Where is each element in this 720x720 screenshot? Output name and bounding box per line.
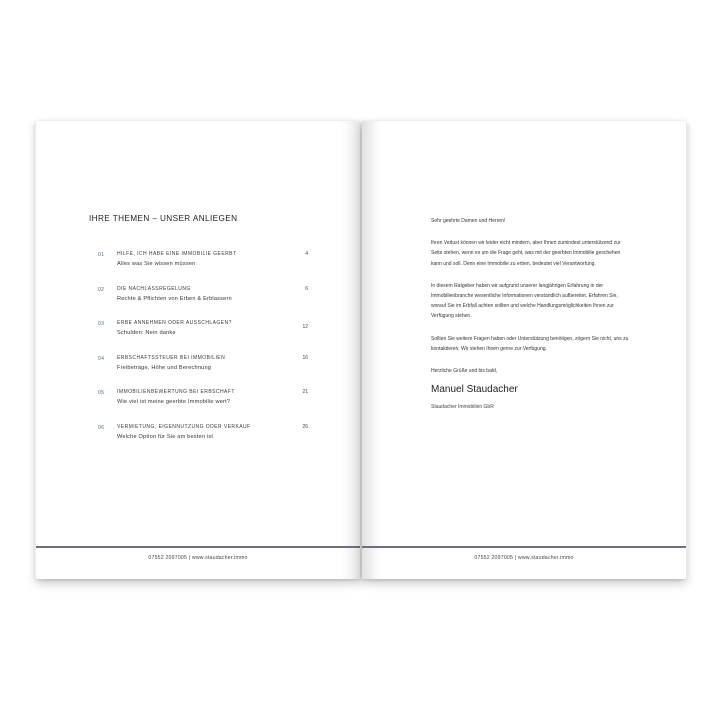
letter-paragraph: Ihren Verlust können wir leider nicht mindern, aber Ihnen zumindest unterstützend zur Seite stehen, wenn es um die Frage geht, was mit der geerbten Immobilie geschehen kann und soll. Denn eine Immobilie zu erben, bedeutet viel Verantwortung. bbox=[431, 240, 621, 267]
toc-item[interactable] bbox=[98, 251, 308, 286]
gutter-shadow bbox=[342, 121, 360, 579]
left-page bbox=[36, 121, 360, 579]
page-footer: 07552 2097005 | www.staudacher.immo bbox=[148, 555, 248, 561]
toc-page-number: 16 bbox=[302, 354, 308, 361]
toc-number: 05 bbox=[98, 390, 105, 396]
toc-subtitle: Wie viel ist meine geerbte Immobilie wert? bbox=[117, 399, 231, 405]
toc-subtitle: Alles was Sie wissen müssen bbox=[117, 261, 196, 267]
page-edge bbox=[33, 125, 36, 577]
toc-item[interactable] bbox=[98, 424, 308, 459]
right-page bbox=[362, 121, 686, 579]
toc-heading: HILFE, ICH HABE EINE IMMOBILIE GEERBT bbox=[117, 251, 237, 257]
signature-name: Manuel Staudacher bbox=[431, 384, 518, 396]
gutter-shadow bbox=[362, 121, 380, 579]
toc-page-number: 26 bbox=[302, 423, 308, 430]
toc-page-number: 12 bbox=[302, 324, 308, 330]
toc-subtitle: Rechte & Pflichten von Erben & Erblassern bbox=[117, 295, 232, 302]
footer-divider bbox=[36, 546, 360, 548]
letter-body bbox=[431, 216, 631, 412]
toc-page-number: 4 bbox=[305, 251, 308, 257]
letter-paragraph: In diesem Ratgeber haben wir aufgrund unserer langjährigen Erfahrung in der Immobilienbranche wesentliche Informationen verständlich aufbereitet. Erfahren Sie, worauf Sie im Erbfall achten sollten und welche Handlungsmöglichkeiten Ihnen zur Verfügung stehen. bbox=[431, 282, 618, 320]
toc-heading: ERBSCHAFTSSTEUER BEI IMMOBILIEN bbox=[117, 354, 226, 361]
toc-subtitle: Schulden: Nein danke bbox=[117, 330, 176, 336]
toc-subtitle: Freibeträge, Höhe und Berechnung bbox=[117, 364, 212, 371]
toc-heading: ERBE ANNEHMEN ODER AUSSCHLAGEN? bbox=[117, 320, 232, 326]
page-footer: 07552 2097005 | www.staudacher.immo bbox=[474, 555, 574, 561]
toc-heading: IMMOBILIENBEWERTUNG BEI ERBSCHAFT bbox=[117, 389, 235, 395]
toc-item[interactable] bbox=[98, 320, 308, 355]
toc-number: 04 bbox=[98, 355, 105, 362]
letter-paragraph: Sollten Sie weitere Fragen haben oder Unterstützung benötigen, zögern Sie nicht, uns zu kontaktieren. Wir stehen Ihnen gerne zur Verfügung. bbox=[431, 335, 629, 352]
toc-heading: VERMIETUNG, EIGENNUTZUNG ODER VERKAUF bbox=[117, 423, 251, 430]
toc-item[interactable] bbox=[98, 355, 308, 390]
brochure-spread bbox=[36, 121, 688, 582]
toc-item[interactable] bbox=[98, 389, 308, 424]
letter-closing: Herzliche Grüße und bis bald, bbox=[431, 368, 498, 375]
toc-page-number: 6 bbox=[305, 285, 308, 292]
signature-company: Staudacher Immobilien GbR bbox=[431, 404, 494, 411]
toc-item[interactable] bbox=[98, 286, 308, 321]
page-edge bbox=[686, 125, 689, 577]
letter-greeting: Sehr geehrte Damen und Herren! bbox=[431, 218, 506, 224]
toc-number: 01 bbox=[98, 252, 105, 258]
toc-heading: DIE NACHLASSREGELUNG bbox=[117, 285, 191, 292]
table-of-contents bbox=[98, 251, 308, 458]
toc-number: 03 bbox=[98, 321, 105, 327]
toc-page-number: 21 bbox=[302, 389, 308, 395]
toc-number: 06 bbox=[98, 424, 105, 431]
toc-title: IHRE THEMEN – UNSER ANLIEGEN bbox=[89, 214, 238, 223]
footer-divider bbox=[362, 546, 686, 548]
toc-subtitle: Welche Option für Sie am besten ist bbox=[117, 433, 214, 440]
toc-number: 02 bbox=[98, 286, 105, 293]
